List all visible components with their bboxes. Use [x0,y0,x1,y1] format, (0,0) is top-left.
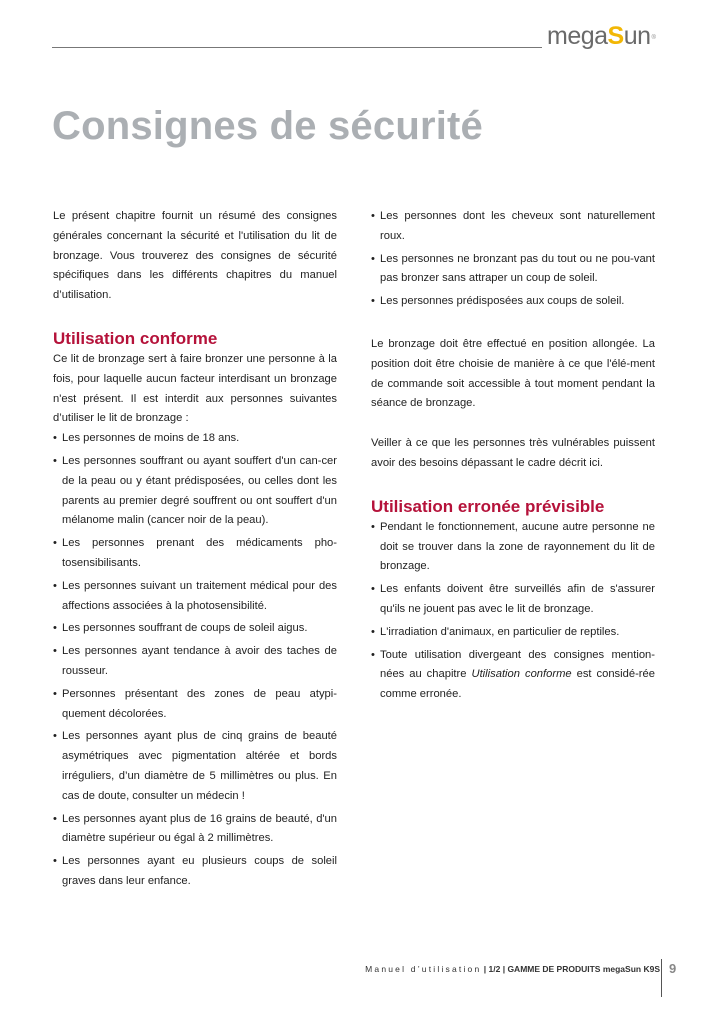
list-item: • Les personnes suivant un traitement médical pour des affections associées à la photosensibilité. [53,577,337,617]
list-item: • L'irradiation d'animaux, en particulier de reptiles. [371,623,655,643]
list-item: • Les enfants doivent être surveillés afin de s'assurer qu'ils ne jouent pas avec le lit de bronzage. [371,580,655,620]
list-item: • Personnes présentant des zones de peau atypi-quement décolorées. [53,685,337,725]
prohibited-persons-list-continued [371,207,655,312]
position-paragraph: Le bronzage doit être effectué en position allongée. La position doit être choisie de manière à ce que l'élé-ment de commande soit accessible à tout moment pendant la séance de bronzage. [371,337,655,410]
list-item: • Pendant le fonctionnement, aucune autre personne ne doit se trouver dans la zone de rayonnement du lit de bronzage. [371,518,655,577]
section-heading-utilisation-conforme: Utilisation conforme [53,328,218,348]
list-item: • Les personnes souffrant de coups de soleil aigus. [53,619,337,639]
list-item: • Les personnes ayant tendance à avoir des taches de rousseur. [53,642,337,682]
logo-text-mega: mega [547,22,608,50]
header-rule [52,47,542,48]
footer-divider [661,959,662,997]
section-heading-utilisation-erronee: Utilisation erronée prévisible [371,496,605,516]
misuse-list [371,518,655,705]
cross-reference: Utilisation conforme [471,668,572,681]
section1-paragraph: Ce lit de bronzage sert à faire bronzer une personne à la fois, pour laquelle aucun facteur interdisant un bronzage n'est présent. Il est interdit aux personnes suivantes d’utiliser le lit de bronzage : [53,352,337,425]
intro-paragraph: Le présent chapitre fournit un résumé des consignes générales concernant la sécurité et l'utilisation du lit de bronzage. Vous trouverez des consignes de sécurité spécifiques dans les différents chapitres du manuel d’utilisation. [53,210,337,302]
footer-manual-label: Manuel d’utilisation [365,964,482,974]
list-item: • Les personnes ayant plus de cinq grains de beauté asymétriques avec pigmentation altérée et bords irréguliers, d’un diamètre de 5 millimètres ou plus. En cas de doute, consulter un médecin ! [53,727,337,806]
list-item: • Les personnes ayant plus de 16 grains de beauté, d'un diamètre supérieur ou égal à 2 millimètres. [53,810,337,850]
page-title: Consignes de sécurité [52,104,483,148]
list-item: • Les personnes ne bronzant pas du tout ou ne pou-vant pas bronzer sans attraper un coup de soleil. [371,250,655,290]
list-item: • Les personnes de moins de 18 ans. [53,429,337,449]
registered-mark-icon: ® [651,35,656,41]
left-column [53,207,337,895]
list-item: • Les personnes prenant des médicaments pho-tosensibilisants. [53,534,337,574]
list-item: • Les personnes prédisposées aux coups de soleil. [371,292,655,312]
right-column [371,207,655,708]
list-item: • Les personnes dont les cheveux sont naturellement roux. [371,207,655,247]
megasun-logo [547,22,655,50]
vulnerable-persons-paragraph: Veiller à ce que les personnes très vulnérables puissent avoir des besoins dépassant le cadre décrit ici. [371,437,655,469]
list-item: • Toute utilisation divergeant des consignes mention-nées au chapitre Utilisation conforme est considé-rée comme erronée. [371,646,655,705]
footer-product-label: | 1/2 | GAMME DE PRODUITS megaSun K9S [481,964,660,974]
list-item: • Les personnes souffrant ou ayant souffert d'un can-cer de la peau ou y étant prédisposées, ou celles dont les parents au premier degré souffrent ou ont souffert d'un mélanome malin (cancer noir de la peau). [53,452,337,531]
prohibited-persons-list [53,429,337,892]
page-number: 9 [669,961,677,976]
logo-text-un: un [623,22,651,50]
logo-sun-s-icon: S [607,22,624,50]
footer-text [365,964,660,974]
list-item: • Les personnes ayant eu plusieurs coups de soleil graves dans leur enfance. [53,852,337,892]
